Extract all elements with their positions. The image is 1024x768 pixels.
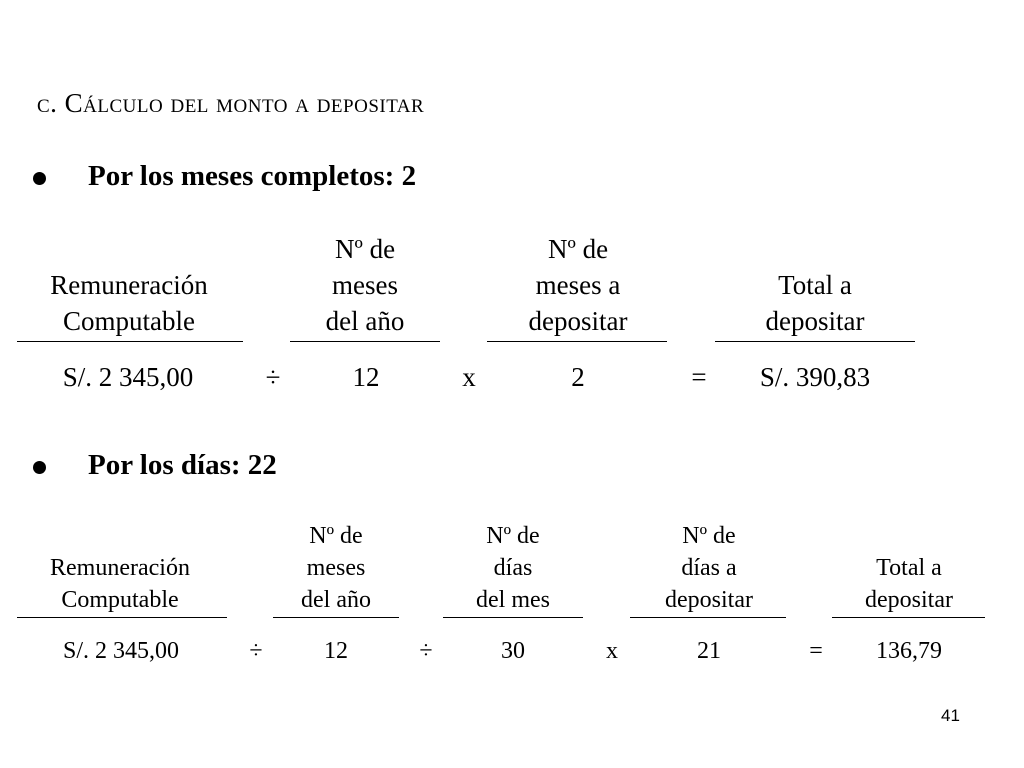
section1-operator-multiply: x bbox=[462, 362, 476, 392]
section-heading: c. Cálculo del monto a depositar bbox=[37, 88, 425, 118]
section2-value-dias-mes: 30 bbox=[501, 638, 525, 664]
section2-value-dias-depositar: 21 bbox=[697, 638, 721, 664]
section2-header-dias-mes: Nº de días del mes bbox=[476, 523, 550, 613]
section1-header-remuneracion: Remuneración Computable bbox=[50, 270, 208, 336]
section2-header-meses-anio: Nº de meses del año bbox=[301, 523, 371, 613]
section1-header-meses-anio: Nº de meses del año bbox=[325, 234, 405, 336]
section2-rule-dias-depositar bbox=[630, 617, 786, 618]
section2-value-meses-anio: 12 bbox=[324, 638, 348, 664]
section2-operator-divide-2: ÷ bbox=[419, 638, 433, 664]
section2-header-remuneracion: Remuneración Computable bbox=[50, 555, 190, 613]
section2-value-total: 136,79 bbox=[876, 638, 942, 664]
section1-operator-divide: ÷ bbox=[265, 362, 281, 392]
section2-rule-meses-anio bbox=[273, 617, 399, 618]
section2-rule-dias-mes bbox=[443, 617, 583, 618]
page-number: 41 bbox=[941, 706, 960, 725]
section2-value-remuneracion: S/. 2 345,00 bbox=[62, 638, 180, 664]
section2-rule-remuneracion bbox=[17, 617, 227, 618]
section1-bullet: Por los meses completos: 2 bbox=[88, 160, 417, 192]
section2-operator-multiply: x bbox=[606, 638, 618, 664]
section2-operator-equals: = bbox=[809, 638, 823, 664]
section1-rule-meses-depositar bbox=[487, 341, 667, 342]
section1-rule-meses-anio bbox=[290, 341, 440, 342]
section1-header-total: Total a depositar bbox=[765, 270, 865, 336]
section1-value-total: S/. 390,83 bbox=[759, 362, 871, 392]
bullet-icon bbox=[33, 461, 46, 474]
section2-header-dias-depositar: Nº de días a depositar bbox=[665, 523, 753, 613]
section2-bullet: Por los días: 22 bbox=[88, 449, 277, 481]
section1-value-meses-depositar: 2 bbox=[571, 362, 585, 392]
section2-rule-total bbox=[832, 617, 985, 618]
section2-operator-divide-1: ÷ bbox=[249, 638, 263, 664]
section1-value-remuneracion: S/. 2 345,00 bbox=[62, 362, 194, 392]
section2-header-total: Total a depositar bbox=[865, 555, 953, 613]
section1-rule-total bbox=[715, 341, 915, 342]
section1-rule-remuneracion bbox=[17, 341, 243, 342]
section1-operator-equals: = bbox=[691, 362, 707, 392]
bullet-icon bbox=[33, 172, 46, 185]
section1-value-meses-anio: 12 bbox=[352, 362, 380, 392]
section1-header-meses-depositar: Nº de meses a depositar bbox=[528, 234, 628, 336]
